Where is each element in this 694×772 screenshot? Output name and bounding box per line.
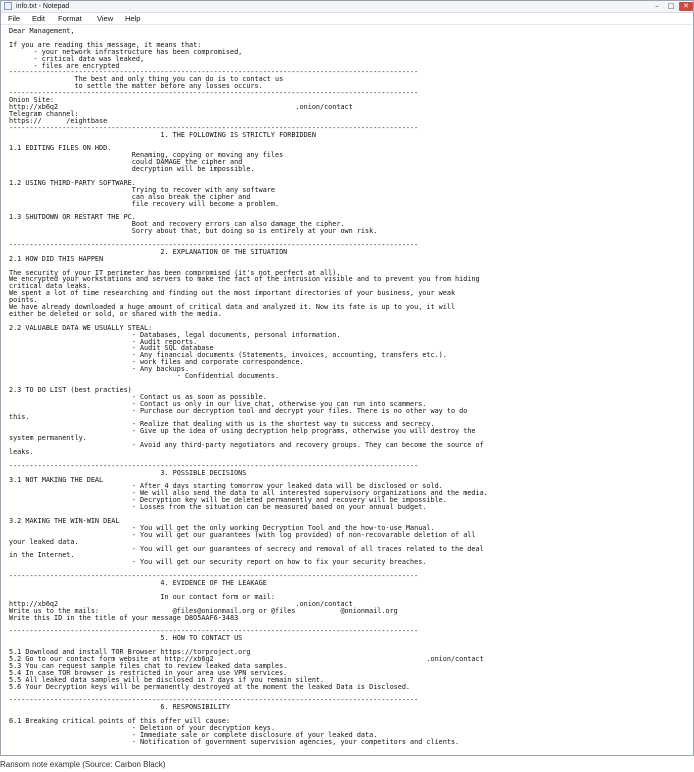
text-line: Write us to the mails: @files@onionmail.org or @files @onionmail.org — [9, 606, 398, 615]
text-line: - Any financial documents (Statements, invoices, accounting, transfers etc.). — [9, 351, 447, 360]
text-line: - Immediate sale or complete disclosure of your leaked data. — [9, 730, 378, 739]
text-line: - You will get our guarantees (with log provided) of non-recovarable deletion of all — [9, 530, 476, 539]
text-line: your leaked data. — [9, 537, 79, 546]
text-line: - Avoid any third-party negotiators and recovery groups. They can become the source of — [9, 441, 484, 449]
text-line: Renaming, copying or moving any files — [9, 151, 284, 160]
text-line: - Contact us as soon as possible. — [9, 392, 267, 401]
text-line: - We will also send the data to all interested supervisory organizations and the media. — [9, 489, 488, 498]
text-line: leaks. — [9, 447, 34, 456]
text-line: Sorry about that, but doing so is entirely at your own risk. — [9, 227, 378, 236]
text-line: 4. EVIDENCE OF THE LEAKAGE — [9, 579, 267, 587]
text-line: 5.1 Download and install TOR Browser https://torproject.org — [9, 648, 251, 656]
text-line: http://xb6q2 .onion/contact — [9, 102, 353, 111]
title-bar[interactable] — [1, 1, 693, 13]
text-line: ---------------------------------------------------------------------------------------------------- — [9, 572, 419, 581]
text-line: - work files and corporate correspondence. — [9, 358, 304, 367]
text-line: 1.2 USING THIRD-PARTY SOFTWARE. — [9, 178, 136, 187]
text-line: We have already downloaded a huge amount of critical data and analyzed it. Now its fate is up to you, it will — [9, 303, 456, 311]
text-line: 5.2 Go to our contact form website at http://xb6q2 .onion/contact — [9, 654, 484, 663]
text-line: The security of your IT perimeter has been compromised (it's not perfect at all). — [9, 268, 341, 277]
text-line: to settle the matter before any losses occurs. — [9, 82, 263, 91]
text-line: file recovery will become a problem. — [9, 199, 280, 208]
figure-caption: Ransom note example (Source: Carbon Black) — [0, 760, 166, 769]
text-line: - Confidential documents. — [9, 372, 280, 380]
text-line: Boot and recovery errors can also damage the cipher. — [9, 220, 345, 229]
text-line: decryption will be impossible. — [9, 165, 255, 173]
menu-edit[interactable]: Edit — [32, 14, 45, 23]
text-line: - Contact us only in our live chat, otherwise you can run into scammers. — [9, 399, 427, 408]
text-line: 2.1 HOW DID THIS HAPPEN — [9, 254, 104, 263]
minimize-button[interactable]: – — [655, 2, 659, 10]
text-line: - You will get the only working Decryption Tool and the how-to-use Manual. — [9, 523, 435, 532]
menu-help[interactable]: Help — [125, 14, 141, 23]
text-line: - Audit SQL database — [9, 344, 214, 353]
text-line: 5.5 All leaked data samples will be disclosed in 7 days if you remain silent. — [9, 675, 325, 684]
text-line: - Any backups. — [9, 365, 190, 374]
text-line: - Decryption key will be deleted permanently and recovery will be impossible. — [9, 496, 447, 505]
text-line: Write this ID in the title of your message D8O5AAF6-3483 — [9, 613, 239, 622]
text-line: - Give up the idea of using decryption help programs, otherwise you will destroy the — [9, 427, 476, 436]
window-title: info.txt - Notepad — [16, 3, 70, 10]
text-line: 3. POSSIBLE DECISIONS — [9, 468, 247, 477]
text-line: - files are encrypted — [9, 61, 120, 70]
text-line: - Losses from the situation can be measured based on your annual budget. — [9, 503, 427, 512]
text-line: https:// /eightbase — [9, 116, 108, 125]
text-line: - your network infrastructure has been compromised, — [9, 47, 243, 56]
text-line: http://xb6q2 .onion/contact — [9, 599, 353, 608]
text-line: ---------------------------------------------------------------------------------------------------- — [9, 627, 419, 636]
text-line: 5.3 You can request sample files chat to review leaked data samples. — [9, 661, 288, 670]
text-line: In our contact form or mail: — [9, 592, 275, 601]
text-line: - Purchase our decryption tool and decrypt your files. There is no other way to do — [9, 406, 468, 415]
close-button[interactable]: ✕ — [679, 2, 693, 11]
text-line: ---------------------------------------------------------------------------------------------------- — [9, 240, 419, 249]
text-line: this. — [9, 413, 30, 422]
text-line: - Deletion of your decryption keys. — [9, 723, 275, 732]
text-line: ---------------------------------------------------------------------------------------------------- — [9, 461, 419, 470]
menu-bar — [1, 13, 693, 25]
text-line: ---------------------------------------------------------------------------------------------------- — [9, 696, 419, 705]
text-editor-area[interactable] — [1, 25, 693, 755]
text-line: points. — [9, 296, 38, 305]
menu-format[interactable]: Format — [58, 14, 82, 23]
maximize-button[interactable]: □ — [667, 2, 675, 10]
text-line: ---------------------------------------------------------------------------------------------------- — [9, 89, 419, 98]
text-line: critical data leaks. — [9, 282, 91, 291]
text-line: 6.1 Breaking critical points of this offer will cause: — [9, 717, 230, 725]
text-line: - critical data was leaked, — [9, 54, 145, 63]
text-line: Dear Management, — [9, 27, 75, 35]
text-line: - Realize that dealing with us is the shortest way to success and secrecy. — [9, 420, 435, 429]
text-line: We spent a lot of time researching and finding out the most important directories of your business, your weak — [9, 289, 456, 298]
text-line: 2.3 TO DO LIST (best practies) — [9, 385, 132, 394]
text-line: could DAMAGE the cipher and — [9, 158, 243, 167]
text-line: We encrypted your workstations and servers to make the fact of the intrusion visible and to prevent you from hiding — [9, 275, 480, 284]
text-line: If you are reading this message, it means that: — [9, 40, 202, 49]
text-line: - Databases, legal documents, personal information. — [9, 330, 341, 339]
text-line: Telegram channel: — [9, 109, 79, 118]
text-line: - You will get our guarantees of secrecy and removal of all traces related to the deal — [9, 544, 484, 553]
text-line: 3.2 MAKING THE WIN-WIN DEAL — [9, 516, 120, 525]
text-line: 1.3 SHUTDOWN OR RESTART THE PC. — [9, 213, 136, 222]
menu-file[interactable]: File — [8, 14, 21, 23]
text-line: - Audit reports. — [9, 337, 198, 346]
text-line: ---------------------------------------------------------------------------------------------------- — [9, 68, 419, 77]
text-line: - Notification of government supervision agencies, your competitors and clients. — [9, 737, 460, 746]
text-line: - After 4 days starting tomorrow your leaked data will be disclosed or sold. — [9, 482, 443, 491]
text-line: 2.2 VALUABLE DATA WE USUALLY STEAL: — [9, 323, 153, 332]
text-line: The best and only thing you can do is to contact us — [9, 75, 284, 84]
text-line: Onion Site: — [9, 96, 55, 104]
text-line: 5.6 Your Decryption keys will be permanently destroyed at the moment the leaked Data is Disclosed. — [9, 682, 411, 691]
menu-view[interactable]: View — [97, 14, 114, 23]
text-line: 5.4 In case TOR browser is restricted in your area use VPN services. — [9, 668, 288, 677]
notepad-app-icon — [4, 2, 12, 10]
text-line: Trying to recover with any software — [9, 185, 275, 194]
text-line: 2. EXPLANATION OF THE SITUATION — [9, 247, 288, 256]
text-line: 5. HOW TO CONTACT US — [9, 634, 243, 643]
text-line: in the Internet. — [9, 551, 75, 560]
text-line: 3.1 NOT MAKING THE DEAL — [9, 475, 104, 484]
text-line: can also break the cipher and — [9, 192, 251, 201]
text-line: either be deleted or sold, or shared with the media. — [9, 309, 222, 318]
text-line: 1. THE FOLLOWING IS STRICTLY FORBIDDEN — [9, 130, 316, 139]
text-line: 6. RESPONSIBILITY — [9, 703, 230, 712]
text-line: - You will get our security report on how to fix your security breaches. — [9, 558, 427, 567]
text-line: system permanently. — [9, 434, 87, 443]
text-line: 1.1 EDITING FILES ON HDD. — [9, 144, 112, 153]
text-line: ---------------------------------------------------------------------------------------------------- — [9, 123, 419, 132]
